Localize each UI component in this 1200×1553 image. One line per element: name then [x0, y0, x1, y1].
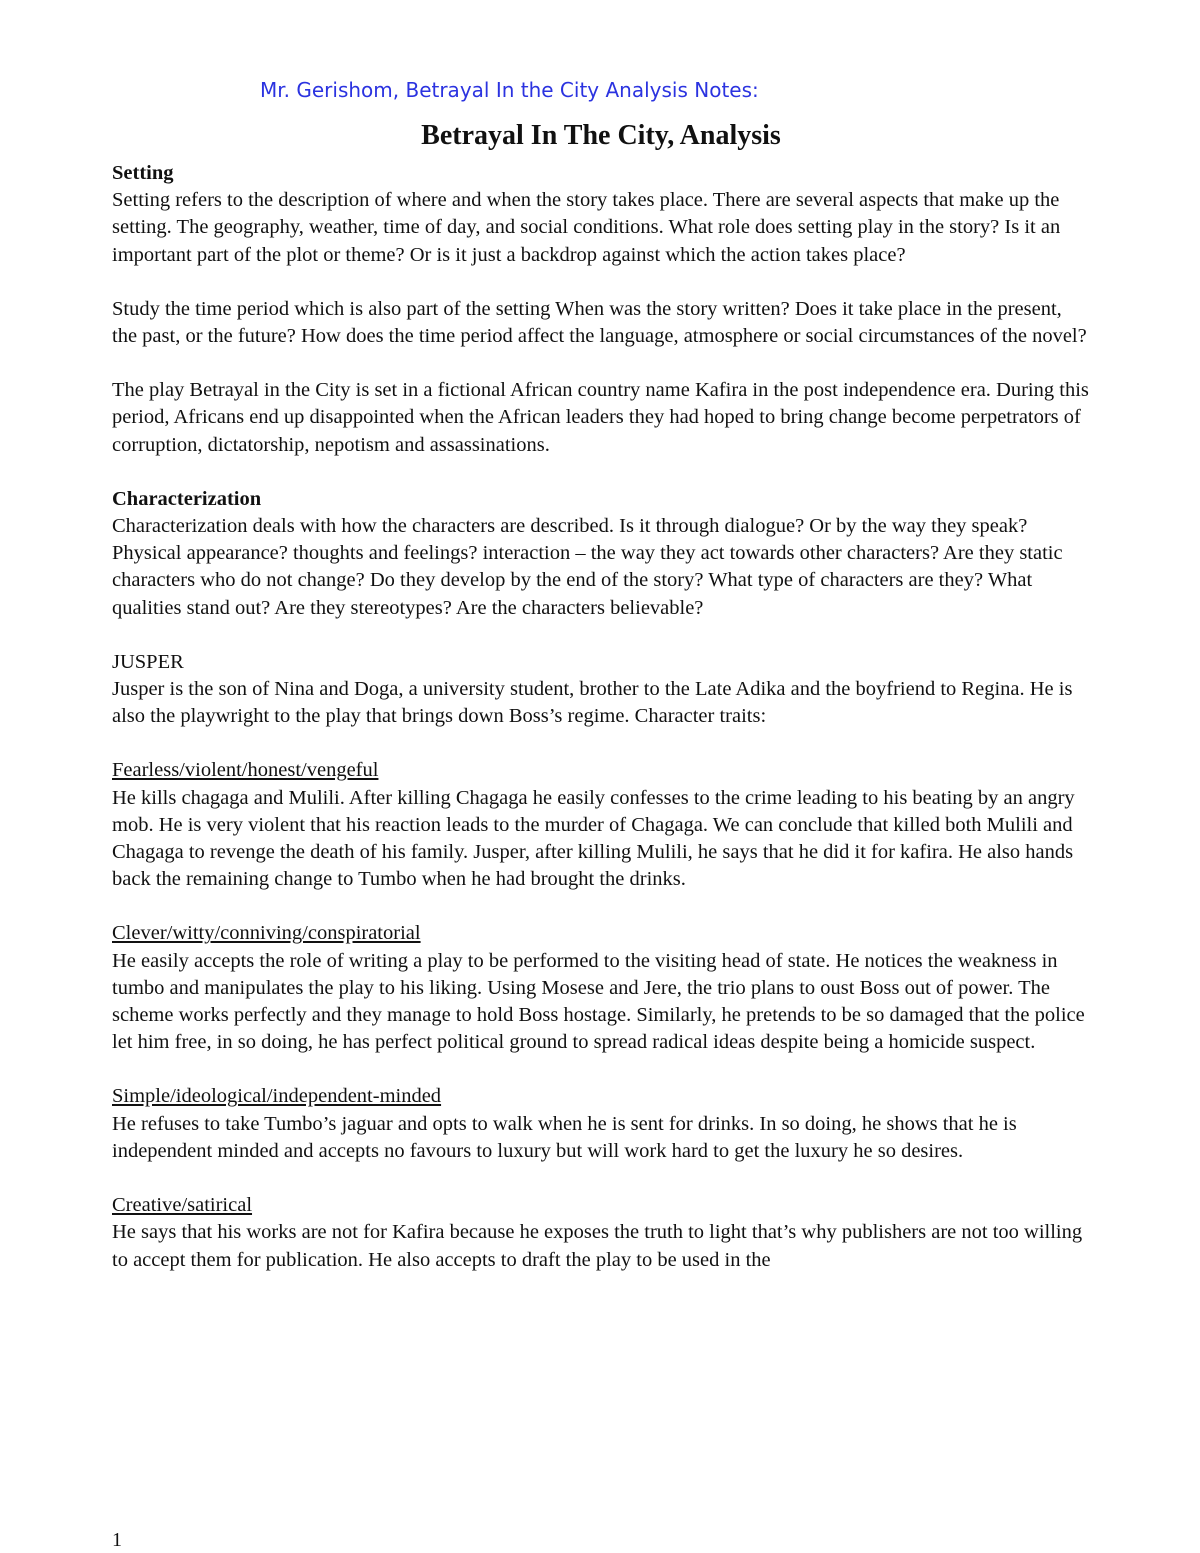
trait-heading: Fearless/violent/honest/vengeful [112, 759, 379, 782]
setting-paragraph-3: The play Betrayal in the City is set in a fictional African country name Kafira in the post independence era. During this period, Africans end up disappointed when the African leaders they had hoped to bring change become perpetrators of corruption, dictatorship, nepotism and assassinations. [112, 379, 1089, 456]
trait-text: He refuses to take Tumbo’s jaguar and opts to walk when he is sent for drinks. In so doing, he shows that he is independent minded and accepts no favours to luxury but will work hard to get the luxury he so desires. [112, 1112, 1017, 1162]
characterization-section [112, 486, 1090, 622]
page-number: 1 [112, 1529, 122, 1551]
setting-paragraph-2: Study the time period which is also part of the setting When was the story written? Does it take place in the present, the past, or the future? How does the time period affect the language, atmosphere or social circumstances of the novel? [112, 297, 1087, 348]
trait-heading: Creative/satirical [112, 1194, 253, 1217]
trait-heading: Simple/ideological/independent-minded [112, 1085, 442, 1108]
trait-text: He says that his works are not for Kafira because he exposes the truth to light that’s why publishers are not too willing to accept them for publication. He also accepts to draft the play to be used in the [112, 1221, 1083, 1271]
trait-heading: Clever/witty/conniving/conspiratorial [112, 922, 421, 945]
document-title: Betrayal In The City, Analysis [421, 120, 781, 151]
trait-text: He easily accepts the role of writing a play to be performed to the visiting head of state. He notices the weakness in tumbo and manipulates the play to his liking. Using Mosese and Jere, the trio plans to oust Boss out of power. The scheme works perfectly and they manage to hold Boss hostage. Similarly, he pretends to be so damaged that the police let him free, in so doing, he has perfect political ground to spread radical ideas despite being a homicide suspect. [112, 949, 1085, 1054]
jusper-section [112, 649, 1090, 1274]
trait-block [112, 757, 1090, 893]
character-name-jusper: JUSPER [112, 650, 184, 673]
trait-block [112, 1083, 1090, 1165]
setting-paragraph-1: Setting refers to the description of where and when the story takes place. There are several aspects that make up the setting. The geography, weather, time of day, and social conditions. What role does setting play in the story? Is it an important part of the plot or theme? Or is it just a backdrop against which the action takes place? [112, 189, 1061, 266]
header-note: Mr. Gerishom, Betrayal In the City Analysis Notes: [260, 78, 759, 102]
setting-section [112, 160, 1090, 459]
trait-block [112, 1192, 1090, 1274]
trait-block [112, 920, 1090, 1056]
jusper-description: Jusper is the son of Nina and Doga, a university student, brother to the Late Adika and the boyfriend to Regina. He is also the playwright to the play that brings down Boss’s regime. Character traits: [112, 678, 1073, 728]
trait-text: He kills chagaga and Mulili. After killing Chagaga he easily confesses to the crime leading to his beating by an angry mob. He is very violent that his reaction leads to the murder of Chagaga. We can conclude that killed both Mulili and Chagaga to revenge the death of his family. Jusper, after killing Mulili, he says that he did it for kafira. He also hands back the remaining change to Tumbo when he had brought the drinks. [112, 786, 1075, 891]
characterization-intro: Characterization deals with how the characters are described. Is it through dialogue? Or by the way they speak? Physical appearance? thoughts and feelings? interaction – the way they act towards other characters? Are they static characters who do not change? Do they develop by the end of the story? What type of characters are they? What qualities stand out? Are they stereotypes? Are the characters believable? [112, 515, 1063, 619]
setting-heading: Setting [112, 162, 174, 184]
characterization-heading: Characterization [112, 487, 262, 510]
